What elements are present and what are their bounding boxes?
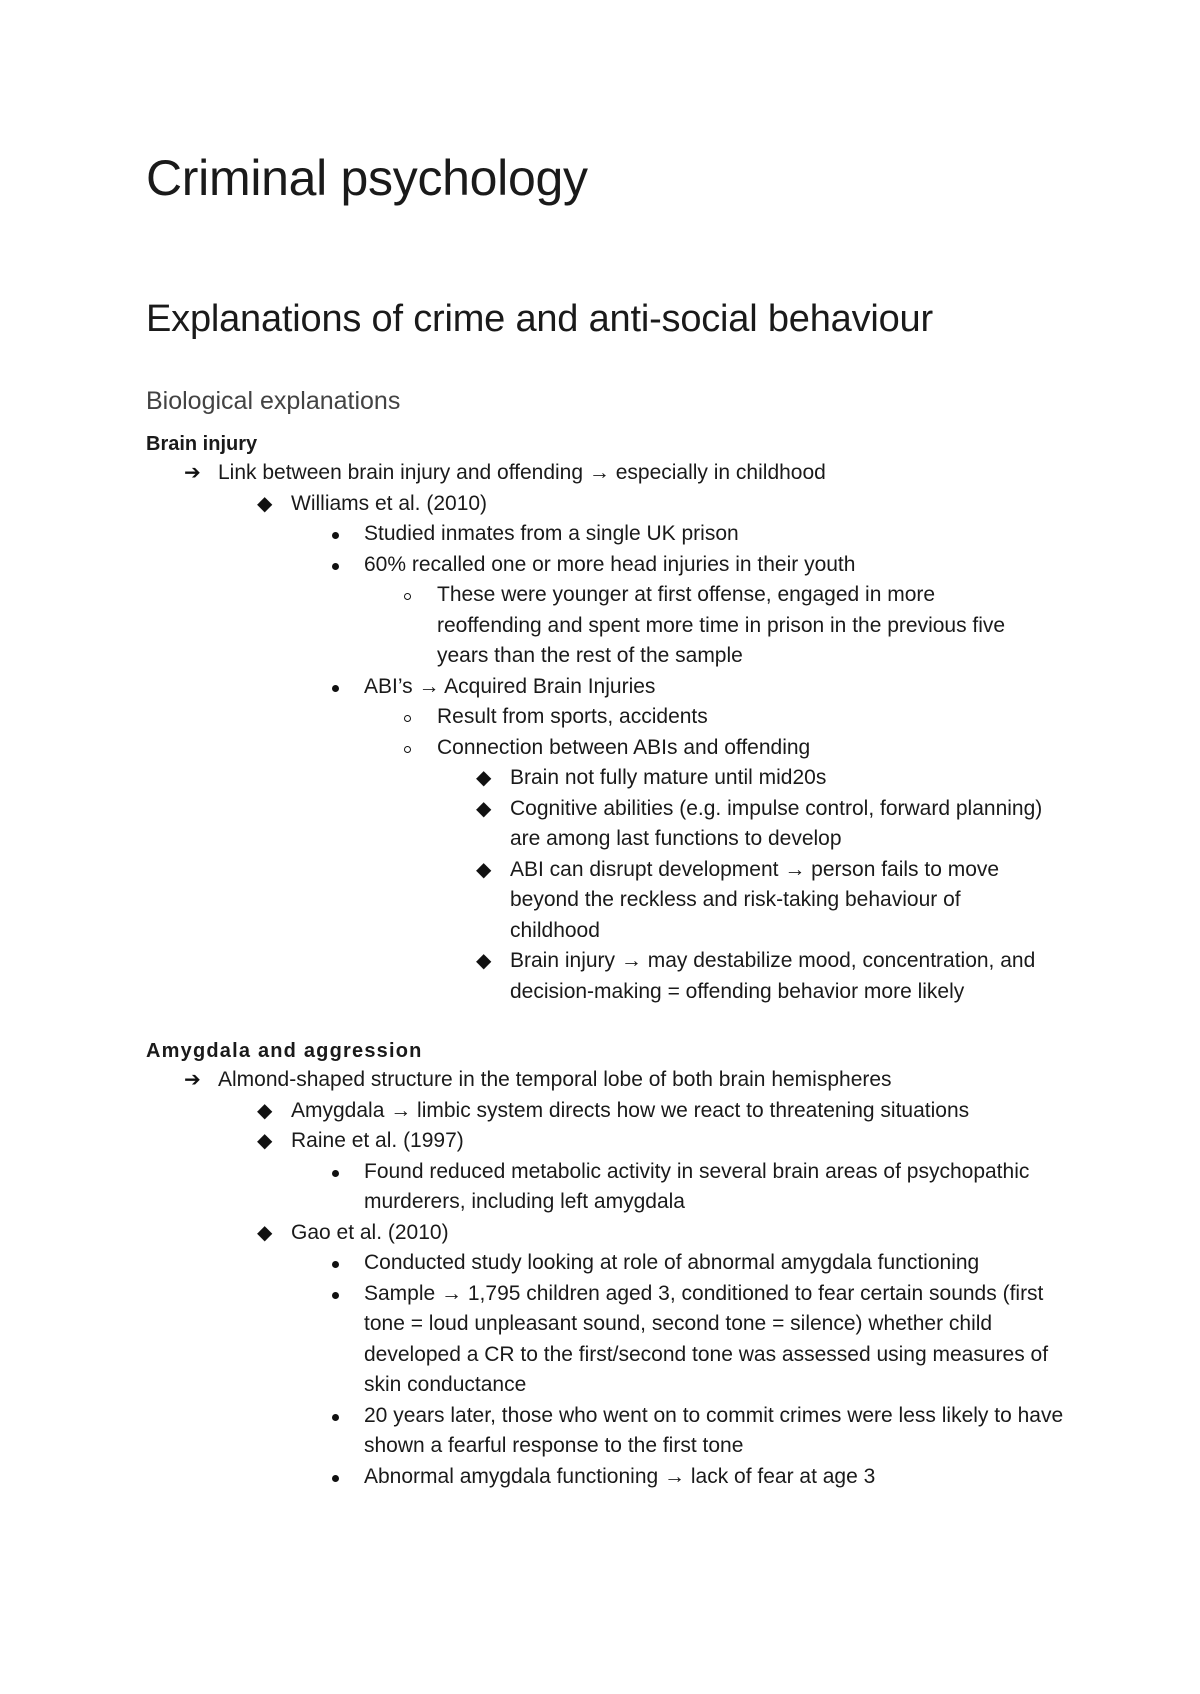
- diamond-bullet-icon: ◆: [257, 1130, 273, 1152]
- list-item: Conducted study looking at role of abnormal amygdala functioning: [146, 1248, 1106, 1279]
- list-item: ◆ ABI can disrupt development → person fails to move beyond the reckless and risk-taking behaviour of childhood: [146, 855, 1106, 947]
- arrow-bullet-icon: ➔: [184, 462, 201, 484]
- dot-bullet-icon: [332, 1414, 339, 1421]
- list-item: 60% recalled one or more head injuries in their youth: [146, 550, 1106, 581]
- list-item: ◆ Williams et al. (2010): [146, 489, 1106, 520]
- list-item: Studied inmates from a single UK prison: [146, 519, 1106, 550]
- list-item: ➔ Almond-shaped structure in the temporal lobe of both brain hemispheres: [146, 1065, 1106, 1096]
- subsection-heading: Biological explanations: [146, 387, 401, 415]
- list-item: ➔ Link between brain injury and offending → especially in childhood: [146, 458, 1106, 489]
- dot-bullet-icon: [332, 1292, 339, 1299]
- circle-bullet-icon: [404, 715, 411, 722]
- dot-bullet-icon: [332, 1170, 339, 1177]
- diamond-bullet-icon: ◆: [476, 950, 492, 972]
- list-item: Abnormal amygdala functioning → lack of fear at age 3: [146, 1462, 1106, 1493]
- amygdala-title: Amygdala and aggression: [146, 1040, 423, 1062]
- dot-bullet-icon: [332, 532, 339, 539]
- diamond-bullet-icon: ◆: [476, 858, 492, 881]
- list-item: These were younger at first offense, engaged in more reoffending and spent more time in prison in the previous five years than the rest of the sample: [146, 580, 1106, 672]
- amygdala-list: [146, 1065, 1106, 1492]
- diamond-bullet-icon: ◆: [257, 1221, 273, 1244]
- list-item: Result from sports, accidents: [146, 702, 1106, 733]
- amygdala-section: [146, 1037, 1106, 1492]
- list-item: ◆ Amygdala → limbic system directs how we react to threatening situations: [146, 1096, 1106, 1127]
- diamond-bullet-icon: ◆: [476, 797, 492, 820]
- diamond-bullet-icon: ◆: [476, 767, 492, 789]
- list-item: ABI’s → Acquired Brain Injuries: [146, 672, 1106, 703]
- dot-bullet-icon: [332, 563, 339, 570]
- circle-bullet-icon: [404, 593, 411, 600]
- list-item: ◆ Cognitive abilities (e.g. impulse control, forward planning) are among last functions to develop: [146, 794, 1106, 855]
- diamond-bullet-icon: ◆: [257, 1099, 273, 1122]
- list-item: 20 years later, those who went on to commit crimes were less likely to have shown a fearful response to the first tone: [146, 1401, 1106, 1462]
- list-item: Sample → 1,795 children aged 3, conditioned to fear certain sounds (first tone = loud unpleasant sound, second tone = silence) whether child developed a CR to the first/second tone was assessed using measures of skin conductance: [146, 1279, 1106, 1401]
- dot-bullet-icon: [332, 1475, 339, 1482]
- document-title: Criminal psychology: [146, 150, 588, 206]
- list-item: Found reduced metabolic activity in several brain areas of psychopathic murderers, including left amygdala: [146, 1157, 1106, 1218]
- dot-bullet-icon: [332, 685, 339, 692]
- brain-injury-list: [146, 458, 1106, 1007]
- list-item: ◆ Brain not fully mature until mid20s: [146, 763, 1106, 794]
- list-item: ◆ Raine et al. (1997): [146, 1126, 1106, 1157]
- list-item: Connection between ABIs and offending: [146, 733, 1106, 764]
- list-item: ◆ Gao et al. (2010): [146, 1218, 1106, 1249]
- brain-injury-title: Brain injury: [146, 433, 258, 455]
- arrow-bullet-icon: ➔: [184, 1069, 201, 1091]
- brain-injury-section: [146, 430, 1106, 1007]
- section-heading: Explanations of crime and anti-social behaviour: [146, 298, 933, 340]
- diamond-bullet-icon: ◆: [257, 492, 273, 515]
- dot-bullet-icon: [332, 1261, 339, 1268]
- list-item: ◆ Brain injury → may destabilize mood, concentration, and decision-making = offending behavior more likely: [146, 946, 1106, 1007]
- circle-bullet-icon: [404, 746, 411, 753]
